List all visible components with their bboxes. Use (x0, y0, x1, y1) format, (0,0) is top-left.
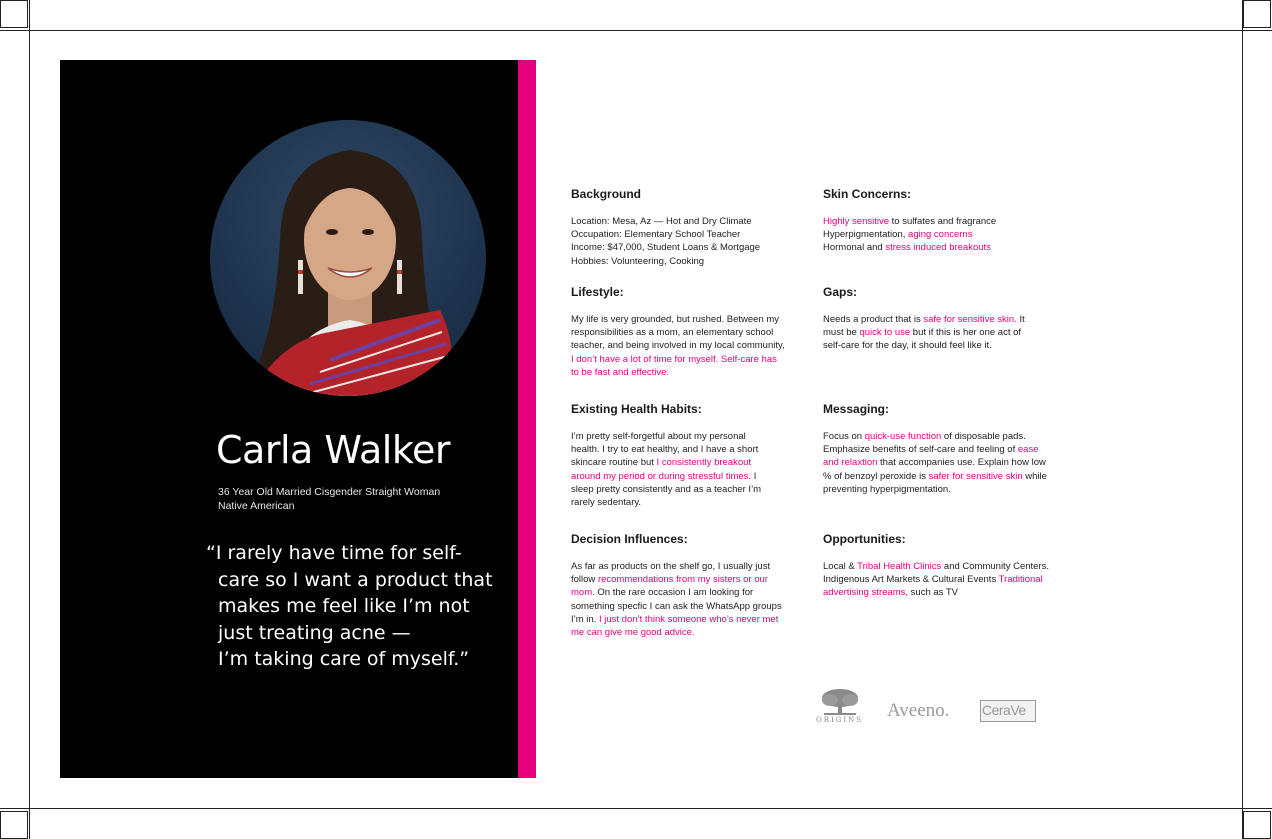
section-body (823, 313, 1037, 353)
persona-portrait (210, 120, 486, 396)
section-body (571, 313, 787, 379)
section-decision-influences (571, 532, 783, 639)
body-text: I’m pretty self-forgetful about my personal health. I try to eat healthy, and I have a short skincare routine but (571, 431, 759, 469)
crop-line-bottom (0, 808, 1272, 809)
section-messaging (823, 402, 1055, 496)
section-health-habits (571, 402, 775, 509)
section-title: Lifestyle: (571, 285, 624, 299)
tree-icon (814, 688, 866, 716)
highlight-text: recommendations from my sisters or our mom. (571, 574, 768, 599)
highlight-text: Tribal Health Clinics (857, 561, 942, 572)
section-skin-concerns (823, 187, 1058, 255)
crop-mark-top-left (0, 0, 28, 28)
section-title: Messaging: (823, 402, 890, 416)
background-line: Occupation: Elementary School Teacher (571, 229, 741, 241)
highlight-text: I don’t have a lot of time for myself. Self-care has to be fast and effective. (571, 353, 777, 378)
quote-line: care so I want a product that (218, 568, 493, 591)
body-text: As far as products on the shelf go, I usually just follow (571, 561, 771, 586)
persona-desc-line: 36 Year Old Married Cisgender Straight Woman (218, 486, 441, 498)
section-body (823, 215, 1058, 255)
persona-demographics (218, 485, 440, 513)
body-text: On the rare occasion I am looking for something specfic I can ask the WhatsApp groups I’m in. (571, 587, 782, 625)
body-text: while preventing hyperpigmentation. (823, 470, 1047, 495)
body-text: such as TV (908, 587, 959, 599)
section-gaps (823, 285, 1037, 353)
quote-line: “I rarely have time for self- (206, 542, 462, 564)
body-text: to sulfates and fragrance (889, 216, 997, 227)
highlight-text: Highly sensitive (823, 216, 889, 227)
cerave-logo (980, 700, 1036, 722)
highlight-text: Traditional advertising streams, (823, 574, 1043, 599)
aveeno-logo: Aveeno. (887, 700, 950, 721)
body-text: and Community Centers. Indigenous Art Markets & Cultural Events (823, 561, 1049, 586)
section-lifestyle (571, 285, 787, 379)
section-title: Skin Concerns: (823, 187, 912, 201)
crop-line-right (1242, 0, 1243, 839)
accent-bar (518, 60, 536, 778)
cerave-wordmark: CeraVe (982, 702, 1026, 718)
highlight-text: I just don’t think someone who’s never met me can give me good advice. (571, 613, 779, 639)
section-body (823, 560, 1059, 600)
crop-line-left (29, 0, 30, 839)
section-background (571, 187, 806, 268)
crop-mark-bottom-left (0, 811, 28, 839)
body-text: of disposable pads. Emphasize benefits of self-care and feeling of (823, 431, 1026, 456)
body-text: Local & (823, 561, 858, 572)
background-line: Location: Mesa, Az — Hot and Dry Climate (571, 216, 752, 227)
background-line: Hobbies: Volunteering, Cooking (571, 255, 705, 267)
quote-line: makes me feel like I’m not (218, 595, 470, 617)
section-title: Decision Influences: (571, 532, 688, 546)
portrait-illustration (210, 120, 486, 396)
section-opportunities (823, 532, 1059, 600)
quote-line: I’m taking care of myself.” (218, 648, 470, 670)
crop-mark-bottom-right (1243, 811, 1271, 839)
highlight-text: quick to use (859, 327, 911, 339)
background-line: Income: $47,000, Student Loans & Mortgage (571, 242, 761, 254)
body-text: I sleep pretty consistently and as a teacher I’m rarely sedentary. (571, 470, 762, 509)
origins-wordmark: ORIGINS (816, 716, 864, 724)
section-title: Background (571, 187, 642, 201)
body-text: Focus on (823, 431, 865, 442)
section-title: Existing Health Habits: (571, 402, 702, 416)
highlight-text: safe for sensitive skin. (923, 314, 1017, 325)
crop-mark-top-right (1243, 0, 1271, 28)
body-text: but if this is her one act of self-care for the day, it should feel like it. (823, 327, 1022, 352)
persona-name: Carla Walker (216, 428, 451, 472)
body-text: Hyperpigmentation, (823, 229, 909, 241)
body-text: Hormonal and (823, 242, 886, 254)
highlight-text: quick-use function (864, 431, 942, 442)
highlight-text: safer for sensitive skin (928, 470, 1023, 482)
section-body (571, 215, 806, 268)
section-title: Gaps: (823, 285, 858, 299)
body-text: My life is very grounded, but rushed. Between my responsibilities as a mom, an elementary school teacher, and being involved in my local community, (571, 314, 785, 352)
crop-line-top (0, 30, 1272, 31)
section-body (823, 430, 1055, 496)
body-text: It must be (823, 314, 1025, 339)
quote-line: just treating acne — (218, 621, 411, 644)
highlight-text: I consistently breakout around my period or during stressful times. (571, 457, 752, 482)
persona-quote (206, 540, 506, 673)
persona-desc-line: Native American (218, 500, 295, 512)
section-body (571, 430, 775, 509)
highlight-text: aging concerns (908, 229, 973, 241)
body-text: Needs a product that is (823, 314, 924, 325)
persona-panel (60, 60, 518, 778)
highlight-text: ease and relaxtion (823, 444, 1039, 469)
section-title: Opportunities: (823, 532, 906, 546)
highlight-text: stress induced breakouts (885, 242, 991, 254)
origins-logo (814, 688, 866, 728)
section-body (571, 560, 783, 639)
brand-logos (814, 688, 1044, 728)
body-text: that accompanies use. Explain how low % of benzoyl peroxide is (823, 457, 1046, 482)
